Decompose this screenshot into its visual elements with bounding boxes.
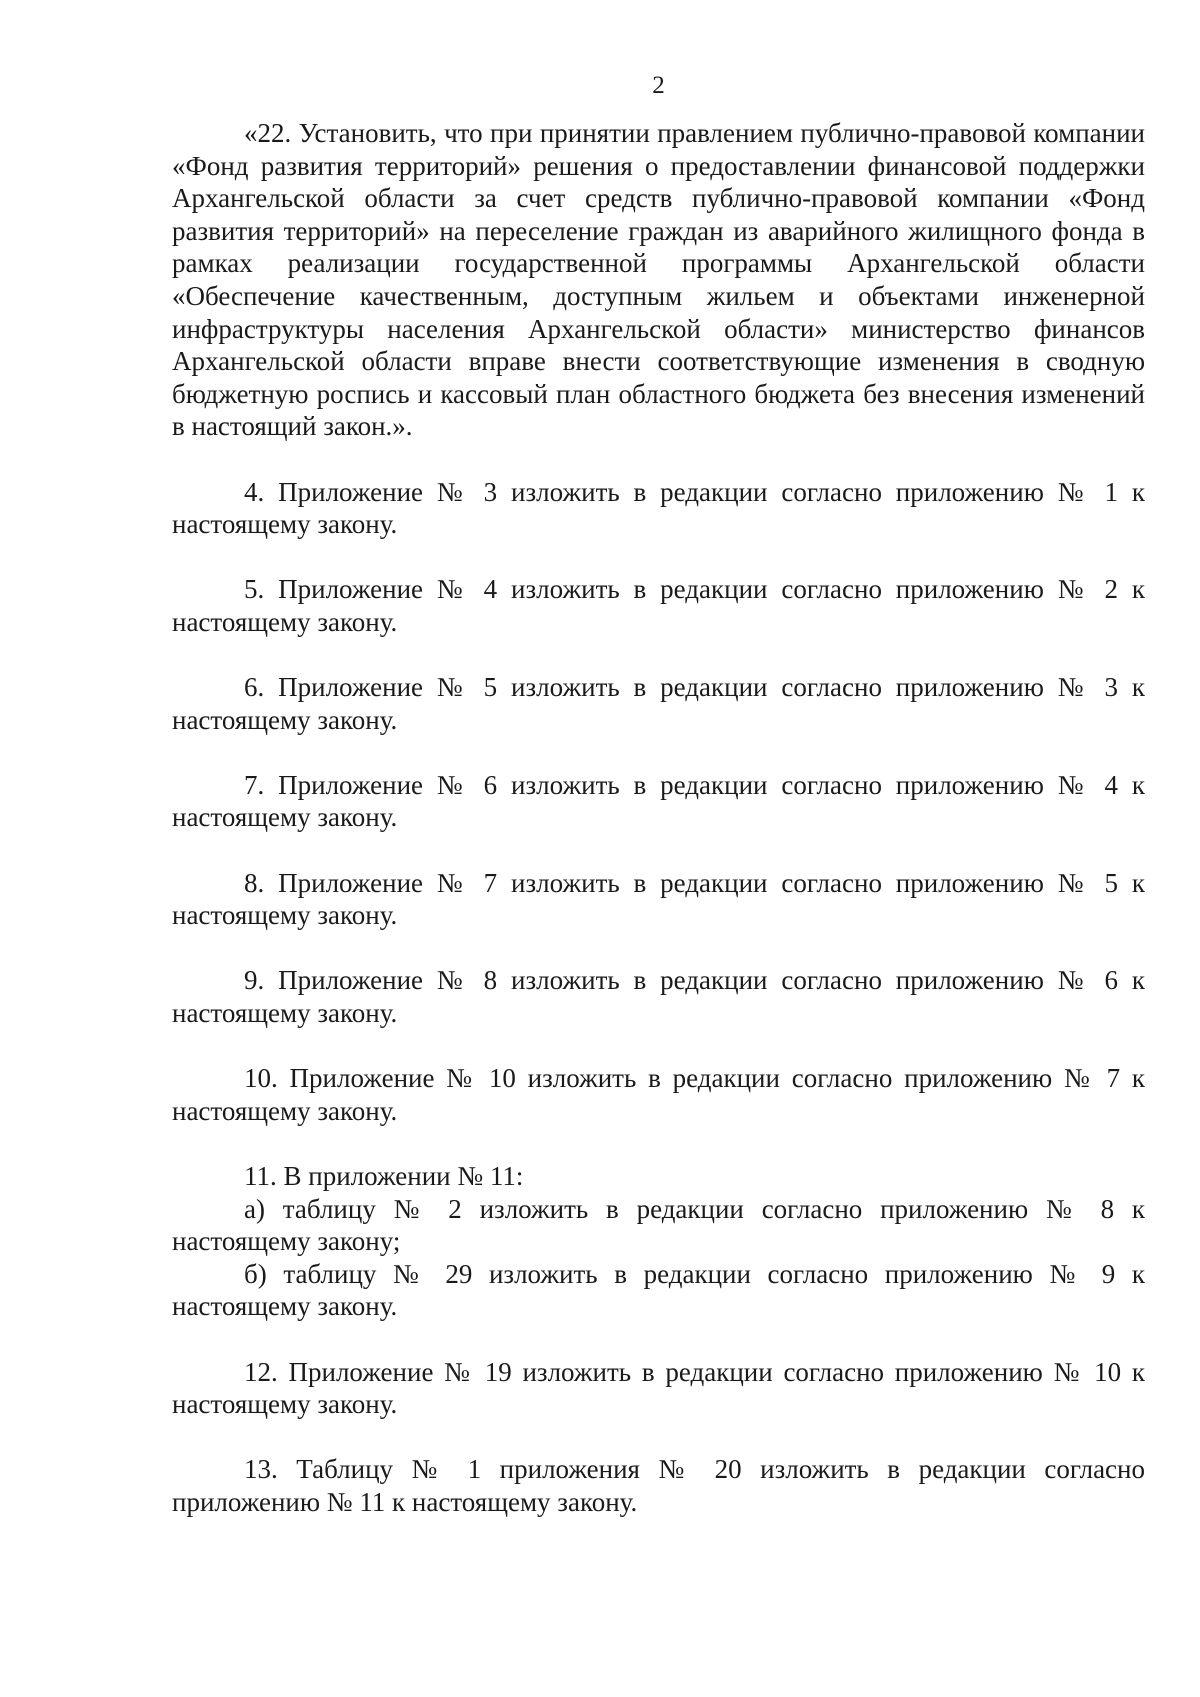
paragraph-13: 13. Таблицу № 1 приложения № 20 изложить в редакции согласно приложению № 11 к настоящему закону. [172, 1454, 1145, 1517]
paragraph-11-b: б) таблицу № 29 изложить в редакции согласно приложению № 9 к настоящему закону. [172, 1258, 1145, 1322]
paragraph-22: «22. Установить, что при принятии правлением публично-правовой компании «Фонд развития территорий» решения о предоставлении финансовой поддержки Архангельской области за счет средств публично-правовой компании «Фонд развития территорий» на переселение граждан из аварийного жилищного фонда в рамках реализации государственной программы Архангельской области «Обеспечение качественным, доступным жильем и объектами инженерной инфраструктуры населения Архангельской области» министерство финансов Архангельской области вправе внести соответствующие изменения в сводную бюджетную роспись и кассовый план областного бюджета без внесения изменений в настоящий закон.». [172, 118, 1145, 442]
paragraph-9: 9. Приложение № 8 изложить в редакции согласно приложению № 6 к настоящему закону. [172, 965, 1145, 1029]
paragraph-5: 5. Приложение № 4 изложить в редакции согласно приложению № 2 к настоящему закону. [172, 574, 1145, 637]
document-body [172, 117, 1145, 1519]
page-number: 2 [652, 72, 665, 99]
paragraph-10: 10. Приложение № 10 изложить в редакции согласно приложению № 7 к настоящему закону. [172, 1063, 1145, 1126]
paragraph-4: 4. Приложение № 3 изложить в редакции согласно приложению № 1 к настоящему закону. [172, 476, 1145, 540]
paragraph-8: 8. Приложение № 7 изложить в редакции согласно приложению № 5 к настоящему закону. [172, 867, 1145, 931]
paragraph-12: 12. Приложение № 19 изложить в редакции согласно приложению № 10 к настоящему закону. [172, 1356, 1145, 1420]
paragraph-6: 6. Приложение № 5 изложить в редакции согласно приложению № 3 к настоящему закону. [172, 672, 1145, 735]
paragraph-7: 7. Приложение № 6 изложить в редакции согласно приложению № 4 к настоящему закону. [172, 769, 1145, 833]
paragraph-11: 11. В приложении № 11: [244, 1161, 524, 1191]
paragraph-11-a: а) таблицу № 2 изложить в редакции согласно приложению № 8 к настоящему закону; [172, 1193, 1145, 1257]
